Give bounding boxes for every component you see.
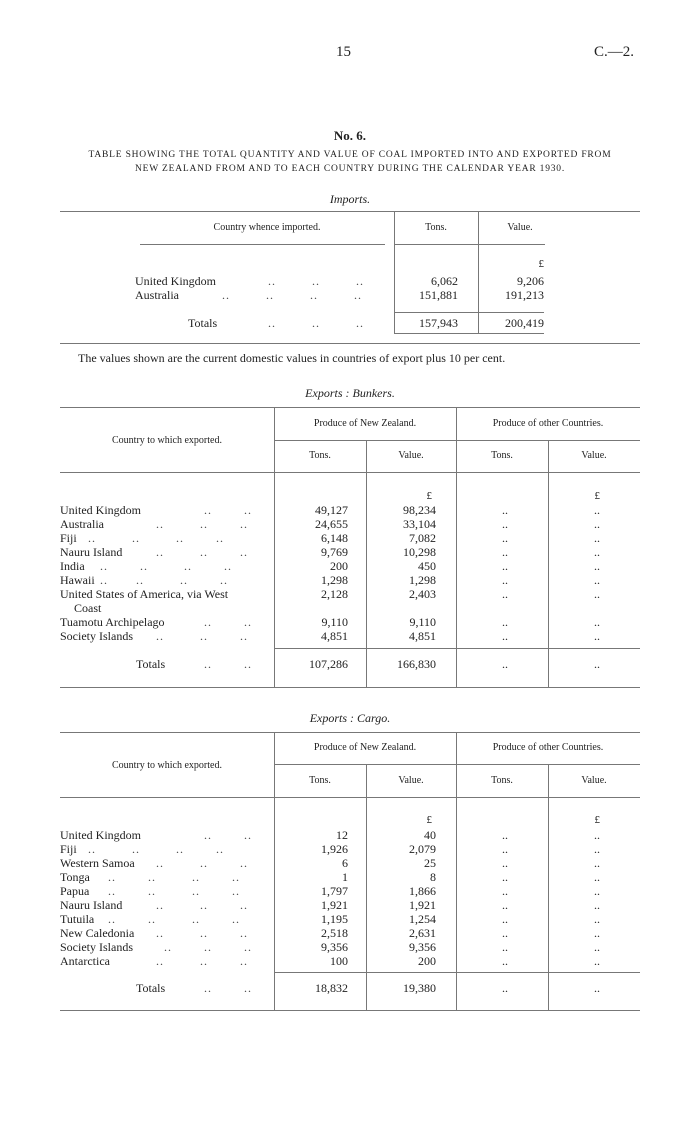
imports-col-tons: Tons. [425, 222, 447, 233]
cargo-col-value: Value. [398, 775, 424, 786]
bunkers-col-other-tons: Tons. [491, 450, 513, 461]
bunkers-heading: Exports : Bunkers. [305, 386, 395, 400]
imports-currency-symbol: £ [538, 258, 544, 270]
imports-col-country: Country whence imported. [213, 222, 321, 233]
table-number: No. 6. [333, 128, 367, 143]
bunkers-group-nz: Produce of New Zealand. [313, 418, 417, 429]
bunkers-other-currency-symbol: £ [594, 490, 600, 502]
table-title-line-2: NEW ZEALAND FROM AND TO EACH COUNTRY DURING THE CALENDAR YEAR 1930. [134, 164, 566, 174]
bunkers-col-tons: Tons. [309, 450, 331, 461]
cargo-col-other-value: Value. [581, 775, 607, 786]
bunkers-currency-symbol: £ [426, 490, 432, 502]
cargo-other-currency-symbol: £ [594, 814, 600, 826]
cargo-currency-symbol: £ [426, 814, 432, 826]
cargo-col-country: Country to which exported. [112, 760, 222, 771]
bunkers-col-value: Value. [398, 450, 424, 461]
imports-col-value: Value. [507, 222, 533, 233]
imports-heading: Imports. [329, 192, 371, 206]
bunkers-col-other-value: Value. [581, 450, 607, 461]
document-reference: C.—2. [594, 44, 635, 60]
bunkers-group-other: Produce of other Countries. [492, 418, 604, 429]
cargo-col-tons: Tons. [309, 775, 331, 786]
cargo-group-nz: Produce of New Zealand. [313, 742, 417, 753]
imports-note: The values shown are the current domestic values in countries of export plus 10 per cent. [78, 351, 506, 365]
table-title-line-1: TABLE SHOWING THE TOTAL QUANTITY AND VALUE OF COAL IMPORTED INTO AND EXPORTED FROM [88, 150, 612, 160]
cargo-heading: Exports : Cargo. [309, 711, 391, 725]
cargo-col-other-tons: Tons. [491, 775, 513, 786]
bunkers-col-country: Country to which exported. [112, 435, 222, 446]
cargo-group-other: Produce of other Countries. [492, 742, 604, 753]
page-number: 15 [336, 44, 351, 60]
